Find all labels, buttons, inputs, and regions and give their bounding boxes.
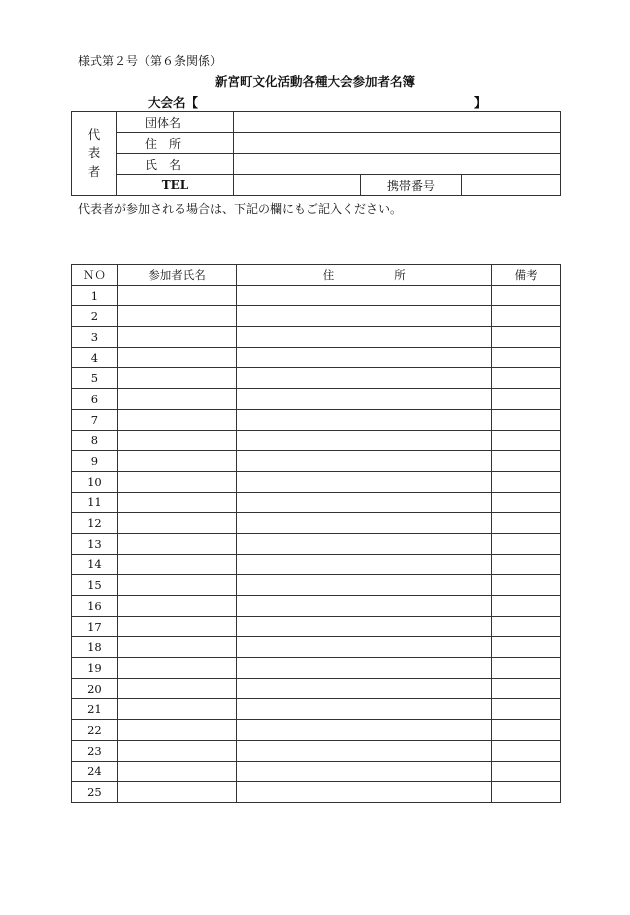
participant-address-field[interactable] (237, 430, 492, 451)
header-remarks: 備考 (492, 265, 561, 286)
table-row (72, 430, 561, 451)
participant-remarks-field[interactable] (492, 782, 561, 803)
header-no: ＮＯ (72, 265, 118, 286)
participant-remarks-field[interactable] (492, 513, 561, 534)
table-row (72, 306, 561, 327)
participant-remarks-field[interactable] (492, 471, 561, 492)
participant-address-field[interactable] (237, 327, 492, 348)
row-number: 12 (72, 513, 118, 534)
participant-name-field[interactable] (117, 409, 236, 430)
participant-remarks-field[interactable] (492, 389, 561, 410)
table-row (72, 616, 561, 637)
row-number: 9 (72, 451, 118, 472)
participant-remarks-field[interactable] (492, 596, 561, 617)
address-field[interactable] (234, 133, 561, 154)
participant-address-field[interactable] (237, 533, 492, 554)
table-row (72, 596, 561, 617)
header-address (237, 265, 492, 286)
participant-name-field[interactable] (117, 678, 236, 699)
participant-name-field[interactable] (117, 658, 236, 679)
participant-remarks-field[interactable] (492, 699, 561, 720)
representative-table (71, 111, 561, 196)
participant-name-field[interactable] (117, 368, 236, 389)
participant-address-field[interactable] (237, 678, 492, 699)
table-row (72, 492, 561, 513)
form-number: 様式第２号（第６条関係） (78, 54, 223, 68)
participant-name-field[interactable] (117, 616, 236, 637)
row-number: 11 (72, 492, 118, 513)
name-field[interactable] (234, 154, 561, 175)
participants-table (71, 264, 561, 803)
participant-remarks-field[interactable] (492, 740, 561, 761)
participant-remarks-field[interactable] (492, 554, 561, 575)
representative-side-label (72, 112, 117, 196)
table-row (72, 554, 561, 575)
address-label-2: 所 (169, 136, 182, 151)
participant-name-field[interactable] (117, 389, 236, 410)
participant-remarks-field[interactable] (492, 492, 561, 513)
participant-name-field[interactable] (117, 471, 236, 492)
participant-name-field[interactable] (117, 596, 236, 617)
participant-remarks-field[interactable] (492, 347, 561, 368)
participant-address-field[interactable] (237, 409, 492, 430)
representative-row-address (72, 133, 561, 154)
row-number: 7 (72, 409, 118, 430)
participant-remarks-field[interactable] (492, 720, 561, 741)
row-number: 19 (72, 658, 118, 679)
participant-remarks-field[interactable] (492, 327, 561, 348)
participant-address-field[interactable] (237, 389, 492, 410)
side-char: 表 (87, 145, 101, 161)
group-name-field[interactable] (234, 112, 561, 133)
participant-address-field[interactable] (237, 658, 492, 679)
participant-address-field[interactable] (237, 761, 492, 782)
row-number: 3 (72, 327, 118, 348)
participant-name-field[interactable] (117, 451, 236, 472)
participant-name-field[interactable] (117, 327, 236, 348)
table-row (72, 761, 561, 782)
participant-address-field[interactable] (237, 368, 492, 389)
table-row (72, 575, 561, 596)
page-title: 新宮町文化活動各種大会参加者名簿 (214, 74, 415, 89)
instruction-note: 代表者が参加される場合は、下記の欄にもご記入ください。 (78, 202, 403, 216)
row-number: 17 (72, 616, 118, 637)
header-address-2: 所 (394, 267, 406, 282)
participant-name-field[interactable] (117, 430, 236, 451)
participants-header-row (72, 265, 561, 286)
participant-remarks-field[interactable] (492, 575, 561, 596)
row-number: 5 (72, 368, 118, 389)
participant-address-field[interactable] (237, 492, 492, 513)
participant-name-field[interactable] (117, 533, 236, 554)
row-number: 25 (72, 782, 118, 803)
table-row (72, 451, 561, 472)
tel-label: TEL (117, 175, 234, 196)
participant-address-field[interactable] (237, 285, 492, 306)
participant-name-field[interactable] (117, 740, 236, 761)
table-row (72, 347, 561, 368)
side-char: 者 (87, 163, 101, 179)
event-name-label: 大会名【 (148, 95, 199, 110)
name-label-1: 氏 (145, 157, 158, 172)
participant-name-field[interactable] (117, 699, 236, 720)
tel-field[interactable] (234, 175, 361, 196)
row-number: 2 (72, 306, 118, 327)
row-number: 10 (72, 471, 118, 492)
table-row (72, 513, 561, 534)
table-row (72, 327, 561, 348)
side-char: 代 (87, 127, 101, 143)
representative-row-name (72, 154, 561, 175)
mobile-field[interactable] (462, 175, 561, 196)
participant-name-field[interactable] (117, 306, 236, 327)
participant-name-field[interactable] (117, 575, 236, 596)
row-number: 13 (72, 533, 118, 554)
representative-row-phone (72, 175, 561, 196)
row-number: 1 (72, 285, 118, 306)
participant-name-field[interactable] (117, 347, 236, 368)
table-row (72, 368, 561, 389)
event-name-bracket-close: 】 (474, 95, 487, 110)
row-number: 16 (72, 596, 118, 617)
participant-remarks-field[interactable] (492, 285, 561, 306)
row-number: 6 (72, 389, 118, 410)
participant-remarks-field[interactable] (492, 658, 561, 679)
participant-address-field[interactable] (237, 554, 492, 575)
participant-remarks-field[interactable] (492, 430, 561, 451)
address-label (117, 133, 234, 154)
participant-name-field[interactable] (117, 720, 236, 741)
participant-address-field[interactable] (237, 596, 492, 617)
participant-name-field[interactable] (117, 637, 236, 658)
name-label-2: 名 (169, 157, 182, 172)
row-number: 21 (72, 699, 118, 720)
participant-address-field[interactable] (237, 575, 492, 596)
table-row (72, 389, 561, 410)
participant-address-field[interactable] (237, 740, 492, 761)
table-row (72, 699, 561, 720)
participant-name-field[interactable] (117, 782, 236, 803)
table-row (72, 678, 561, 699)
table-row (72, 637, 561, 658)
participant-name-field[interactable] (117, 285, 236, 306)
participant-remarks-field[interactable] (492, 306, 561, 327)
participant-address-field[interactable] (237, 720, 492, 741)
participant-remarks-field[interactable] (492, 761, 561, 782)
row-number: 18 (72, 637, 118, 658)
participant-remarks-field[interactable] (492, 616, 561, 637)
table-row (72, 720, 561, 741)
row-number: 4 (72, 347, 118, 368)
row-number: 14 (72, 554, 118, 575)
participant-remarks-field[interactable] (492, 451, 561, 472)
row-number: 24 (72, 761, 118, 782)
group-name-label: 団体名 (117, 112, 234, 133)
participant-address-field[interactable] (237, 699, 492, 720)
row-number: 15 (72, 575, 118, 596)
participant-address-field[interactable] (237, 513, 492, 534)
name-label (117, 154, 234, 175)
table-row (72, 533, 561, 554)
table-row (72, 409, 561, 430)
table-row (72, 658, 561, 679)
representative-row-group (72, 112, 561, 133)
table-row (72, 740, 561, 761)
participants-body (72, 285, 561, 802)
participant-address-field[interactable] (237, 347, 492, 368)
header-address-1: 住 (322, 267, 335, 282)
participant-name-field[interactable] (117, 761, 236, 782)
participant-address-field[interactable] (237, 451, 492, 472)
row-number: 22 (72, 720, 118, 741)
table-row (72, 782, 561, 803)
row-number: 20 (72, 678, 118, 699)
table-row (72, 471, 561, 492)
row-number: 8 (72, 430, 118, 451)
participant-address-field[interactable] (237, 782, 492, 803)
participant-remarks-field[interactable] (492, 637, 561, 658)
participant-address-field[interactable] (237, 637, 492, 658)
participant-remarks-field[interactable] (492, 678, 561, 699)
participant-remarks-field[interactable] (492, 368, 561, 389)
address-label-1: 住 (145, 136, 158, 151)
participant-remarks-field[interactable] (492, 409, 561, 430)
participant-address-field[interactable] (237, 471, 492, 492)
row-number: 23 (72, 740, 118, 761)
participant-address-field[interactable] (237, 306, 492, 327)
participant-remarks-field[interactable] (492, 533, 561, 554)
mobile-label: 携帯番号 (361, 175, 462, 196)
participant-name-field[interactable] (117, 492, 236, 513)
participant-name-field[interactable] (117, 513, 236, 534)
table-row (72, 285, 561, 306)
header-participant-name: 参加者氏名 (117, 265, 236, 286)
participant-address-field[interactable] (237, 616, 492, 637)
participant-name-field[interactable] (117, 554, 236, 575)
